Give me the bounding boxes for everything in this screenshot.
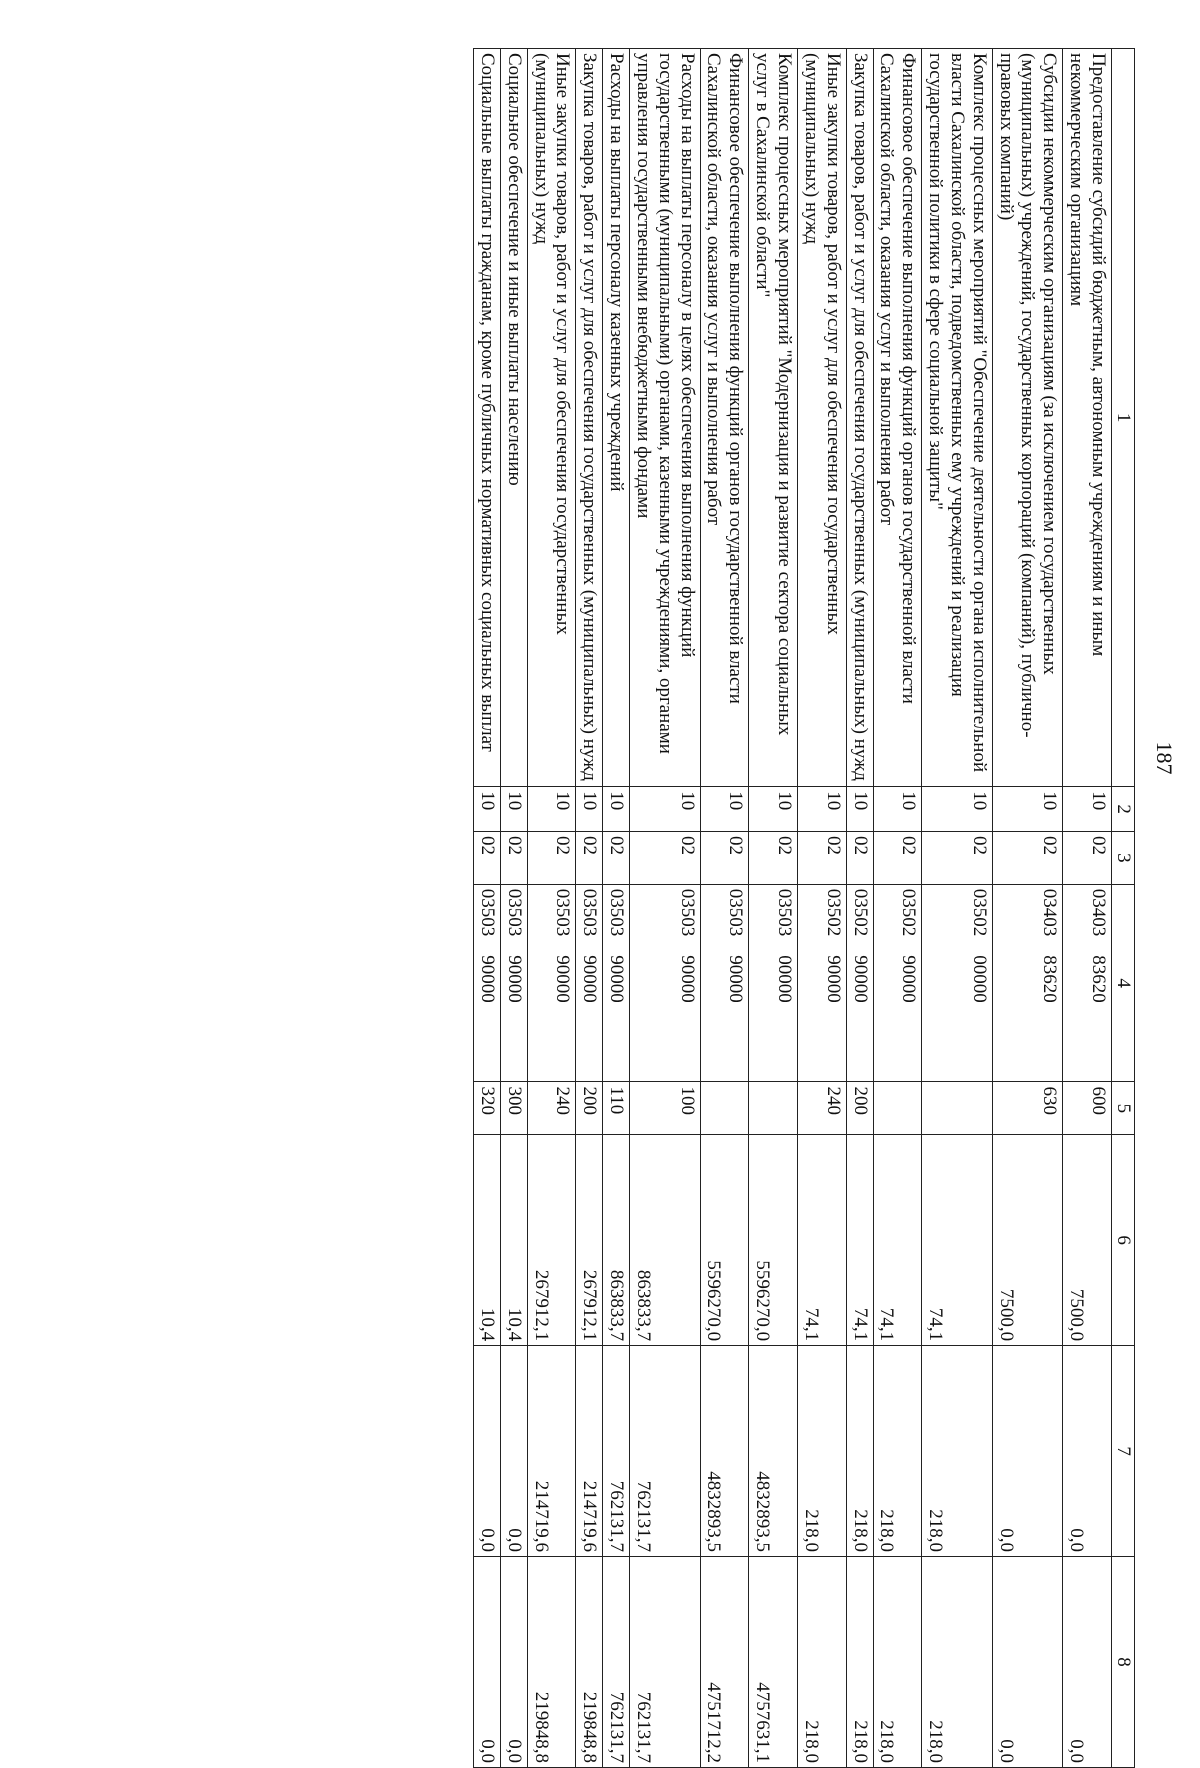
section-code-cell: 10	[576, 787, 603, 832]
amount-col6-cell: 863833,7	[603, 1135, 630, 1346]
amount-col8-cell: 762131,7	[603, 1557, 630, 1768]
expense-type-cell	[922, 1082, 993, 1135]
section-code-cell: 10	[474, 787, 501, 832]
expense-type-cell: 630	[992, 1082, 1063, 1135]
amount-col7-cell: 4832893,5	[700, 1346, 749, 1557]
table-row	[992, 49, 1063, 1768]
expense-type-cell: 100	[630, 1082, 701, 1135]
target-article-cell	[576, 884, 603, 1082]
subsection-code-cell: 02	[798, 832, 847, 885]
amount-col8-cell: 4757631,1	[749, 1557, 798, 1768]
target-article-part1: 03503	[579, 888, 601, 937]
amount-col6-cell: 74,1	[873, 1135, 922, 1346]
amount-col7-cell: 0,0	[992, 1346, 1063, 1557]
expense-type-cell: 320	[474, 1082, 501, 1135]
amount-col6-cell: 7500,0	[1063, 1135, 1112, 1346]
section-code-cell: 10	[749, 787, 798, 832]
amount-col8-cell: 218,0	[798, 1557, 847, 1768]
row-name-cell: Иные закупки товаров, работ и услуг для обеспечения государственных (муниципальных) нужд	[798, 49, 847, 787]
expense-type-cell	[700, 1082, 749, 1135]
target-article-cell	[700, 884, 749, 1082]
target-article-cell	[603, 884, 630, 1082]
expense-type-cell: 200	[576, 1082, 603, 1135]
target-article-cell	[798, 884, 847, 1082]
section-code-cell: 10	[798, 787, 847, 832]
section-code-cell: 10	[500, 787, 527, 832]
row-name-cell: Субсидии некоммерческим организациям (за исключением государственных (муниципальных) учреждений, государственных корпораций (компаний), публично-правовых компаний)	[992, 49, 1063, 787]
target-article-cell	[873, 884, 922, 1082]
table-row	[749, 49, 798, 1768]
rotated-table-container	[75, 48, 1177, 1768]
row-name-cell: Закупка товаров, работ и услуг для обеспечения государственных (муниципальных) нужд	[846, 49, 873, 787]
target-article-part1: 03503	[676, 888, 698, 937]
target-article-part1: 03403	[1039, 888, 1061, 937]
amount-col8-cell: 219848,8	[576, 1557, 603, 1768]
table-row	[700, 49, 749, 1768]
table-row	[527, 49, 576, 1768]
section-code-cell: 10	[992, 787, 1063, 832]
row-name-cell: Иные закупки товаров, работ и услуг для обеспечения государственных (муниципальных) нужд	[527, 49, 576, 787]
target-article-part2: 90000	[503, 955, 525, 1003]
amount-col7-cell: 218,0	[846, 1346, 873, 1557]
target-article-part1: 03502	[822, 888, 844, 937]
target-article-part2: 90000	[849, 955, 871, 1003]
subsection-code-cell: 02	[630, 832, 701, 885]
amount-col7-cell: 218,0	[873, 1346, 922, 1557]
subsection-code-cell: 02	[500, 832, 527, 885]
amount-col7-cell: 4832893,5	[749, 1346, 798, 1557]
amount-col8-cell: 0,0	[474, 1557, 501, 1768]
amount-col7-cell: 0,0	[474, 1346, 501, 1557]
expense-type-cell: 200	[846, 1082, 873, 1135]
target-article-cell	[1063, 884, 1112, 1082]
amount-col8-cell: 0,0	[992, 1557, 1063, 1768]
table-row	[798, 49, 847, 1768]
amount-col8-cell: 0,0	[1063, 1557, 1112, 1768]
page-number: 187	[1152, 741, 1177, 775]
section-code-cell: 10	[846, 787, 873, 832]
column-header: 8	[1112, 1557, 1135, 1768]
amount-col8-cell: 219848,8	[527, 1557, 576, 1768]
row-name-cell: Предоставление субсидий бюджетным, автономным учреждениям и иным некоммерческим организациям	[1063, 49, 1112, 787]
amount-col7-cell: 762131,7	[630, 1346, 701, 1557]
amount-col7-cell: 218,0	[922, 1346, 993, 1557]
row-name-cell: Финансовое обеспечение выполнения функций органов государственной власти Сахалинской области, оказания услуг и выполнения работ	[700, 49, 749, 787]
table-row	[500, 49, 527, 1768]
section-code-cell: 10	[1063, 787, 1112, 832]
amount-col6-cell: 10,4	[500, 1135, 527, 1346]
amount-col8-cell: 218,0	[846, 1557, 873, 1768]
amount-col7-cell: 214719,6	[576, 1346, 603, 1557]
section-code-cell: 10	[873, 787, 922, 832]
target-article-cell	[749, 884, 798, 1082]
target-article-part2: 90000	[606, 955, 628, 1003]
target-article-part1: 03503	[503, 888, 525, 937]
amount-col6-cell: 7500,0	[992, 1135, 1063, 1346]
table-row	[474, 49, 501, 1768]
target-article-part2: 90000	[552, 955, 574, 1003]
header-row	[1112, 49, 1135, 1768]
target-article-part1: 03503	[725, 888, 747, 937]
target-article-cell	[500, 884, 527, 1082]
target-article-part1: 03502	[968, 888, 990, 937]
amount-col8-cell: 0,0	[500, 1557, 527, 1768]
budget-table	[473, 48, 1135, 1768]
subsection-code-cell: 02	[1063, 832, 1112, 885]
target-article-part1: 03502	[849, 888, 871, 937]
row-name-cell: Финансовое обеспечение выполнения функций органов государственной власти Сахалинской области, оказания услуг и выполнения работ	[873, 49, 922, 787]
subsection-code-cell: 02	[700, 832, 749, 885]
amount-col7-cell: 214719,6	[527, 1346, 576, 1557]
table-row	[630, 49, 701, 1768]
column-header: 6	[1112, 1135, 1135, 1346]
table-row	[576, 49, 603, 1768]
amount-col6-cell: 10,4	[474, 1135, 501, 1346]
amount-col8-cell: 218,0	[873, 1557, 922, 1768]
column-header: 7	[1112, 1346, 1135, 1557]
amount-col6-cell: 5596270,0	[700, 1135, 749, 1346]
amount-col6-cell: 74,1	[846, 1135, 873, 1346]
amount-col6-cell: 267912,1	[576, 1135, 603, 1346]
target-article-cell	[527, 884, 576, 1082]
subsection-code-cell: 02	[922, 832, 993, 885]
target-article-part2: 00000	[968, 955, 990, 1003]
target-article-part2: 90000	[476, 955, 498, 1003]
amount-col7-cell: 0,0	[1063, 1346, 1112, 1557]
section-code-cell: 10	[922, 787, 993, 832]
amount-col7-cell: 762131,7	[603, 1346, 630, 1557]
table-row	[846, 49, 873, 1768]
expense-type-cell: 240	[798, 1082, 847, 1135]
target-article-part1: 03503	[552, 888, 574, 937]
expense-type-cell	[873, 1082, 922, 1135]
row-name-cell: Расходы на выплаты персоналу казенных учреждений	[603, 49, 630, 787]
subsection-code-cell: 02	[749, 832, 798, 885]
column-header: 1	[1112, 49, 1135, 787]
target-article-part2: 90000	[579, 955, 601, 1003]
target-article-part1: 03503	[774, 888, 796, 937]
target-article-cell	[992, 884, 1063, 1082]
subsection-code-cell: 02	[873, 832, 922, 885]
column-header: 5	[1112, 1082, 1135, 1135]
amount-col6-cell: 74,1	[798, 1135, 847, 1346]
amount-col7-cell: 218,0	[798, 1346, 847, 1557]
target-article-part2: 90000	[676, 955, 698, 1003]
subsection-code-cell: 02	[992, 832, 1063, 885]
section-code-cell: 10	[700, 787, 749, 832]
column-header: 4	[1112, 884, 1135, 1082]
amount-col7-cell: 0,0	[500, 1346, 527, 1557]
column-header: 2	[1112, 787, 1135, 832]
amount-col8-cell: 762131,7	[630, 1557, 701, 1768]
amount-col8-cell: 4751712,2	[700, 1557, 749, 1768]
target-article-part2: 90000	[725, 955, 747, 1003]
expense-type-cell: 600	[1063, 1082, 1112, 1135]
target-article-cell	[630, 884, 701, 1082]
table-row	[873, 49, 922, 1768]
section-code-cell: 10	[527, 787, 576, 832]
row-name-cell: Закупка товаров, работ и услуг для обеспечения государственных (муниципальных) нужд	[576, 49, 603, 787]
target-article-part1: 03503	[606, 888, 628, 937]
row-name-cell: Социальные выплаты гражданам, кроме публичных нормативных социальных выплат	[474, 49, 501, 787]
target-article-cell	[846, 884, 873, 1082]
target-article-part2: 90000	[898, 955, 920, 1003]
subsection-code-cell: 02	[576, 832, 603, 885]
section-code-cell: 10	[630, 787, 701, 832]
subsection-code-cell: 02	[603, 832, 630, 885]
table-row	[1063, 49, 1112, 1768]
table-row	[603, 49, 630, 1768]
target-article-part2: 00000	[774, 955, 796, 1003]
expense-type-cell: 110	[603, 1082, 630, 1135]
expense-type-cell: 300	[500, 1082, 527, 1135]
target-article-part2: 83620	[1039, 955, 1061, 1003]
target-article-cell	[474, 884, 501, 1082]
row-name-cell: Расходы на выплаты персоналу в целях обеспечения выполнения функций государственными (муниципальными) органами, казенными учреждениями, органами управления государственными внебюджетными фондами	[630, 49, 701, 787]
table-row	[922, 49, 993, 1768]
row-name-cell: Комплекс процессных мероприятий "Модернизация и развитие сектора социальных услуг в Сахалинской области"	[749, 49, 798, 787]
target-article-cell	[922, 884, 993, 1082]
expense-type-cell	[749, 1082, 798, 1135]
expense-type-cell: 240	[527, 1082, 576, 1135]
amount-col8-cell: 218,0	[922, 1557, 993, 1768]
amount-col6-cell: 267912,1	[527, 1135, 576, 1346]
amount-col6-cell: 74,1	[922, 1135, 993, 1346]
row-name-cell: Социальное обеспечение и иные выплаты населению	[500, 49, 527, 787]
row-name-cell: Комплекс процессных мероприятий "Обеспечение деятельности органа исполнительной власти Сахалинской области, подведомственных ему учреждений и реализация государственной политики в сфере социальной защиты"	[922, 49, 993, 787]
target-article-part1: 03503	[476, 888, 498, 937]
subsection-code-cell: 02	[527, 832, 576, 885]
target-article-part2: 90000	[822, 955, 844, 1003]
section-code-cell: 10	[603, 787, 630, 832]
amount-col6-cell: 863833,7	[630, 1135, 701, 1346]
target-article-part1: 03502	[898, 888, 920, 937]
target-article-part2: 83620	[1088, 955, 1109, 1003]
target-article-part1: 03403	[1088, 888, 1109, 937]
column-header: 3	[1112, 832, 1135, 885]
subsection-code-cell: 02	[474, 832, 501, 885]
subsection-code-cell: 02	[846, 832, 873, 885]
amount-col6-cell: 5596270,0	[749, 1135, 798, 1346]
